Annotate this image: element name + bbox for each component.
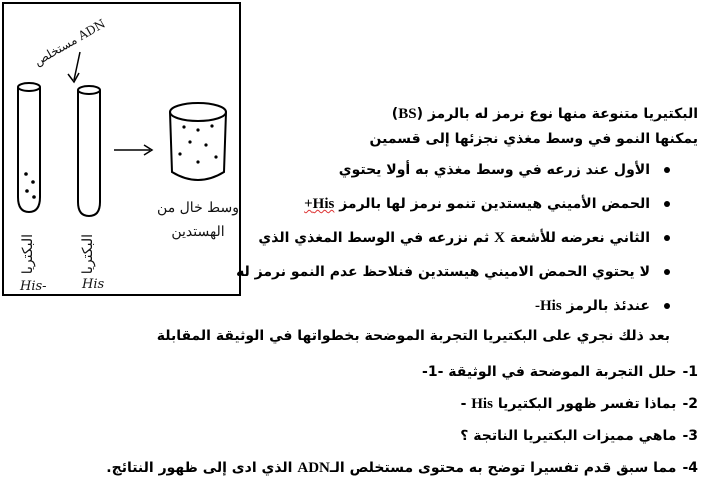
bacteria-dot: [25, 189, 29, 193]
bacteria-dot: [32, 195, 36, 199]
exercise-text: [100, 100, 700, 490]
medium-label-1: وسط خال من: [157, 200, 239, 216]
bullet-dot-icon: [664, 201, 670, 207]
intro-line-2: يمكنها النمو في وسط مغذي نجزئها إلى قسمين: [369, 131, 698, 147]
bacteria-dot: [24, 172, 28, 176]
question-1: 1-حلل التجربة الموضحة في الوثيقة -1-: [422, 364, 698, 380]
bullet-dot-icon: [664, 303, 670, 309]
question-3: 3-ماهي مميزات البكتيريا الناتجة ؟: [460, 428, 698, 444]
tube1-label: البكتريا: [20, 234, 36, 275]
tube1-sub: His-: [20, 279, 47, 294]
tube2-label: البكتريا: [80, 234, 96, 275]
test-tube-1-rim: [18, 83, 40, 91]
question-2: 2-بماذا تفسر ظهور البكتيريا His -: [460, 396, 698, 412]
extract-label: مستخلص ADN: [31, 16, 108, 69]
bullet-3: الثاني نعرضه للأشعة X ثم نزرعه في الوسط المغذي الذي: [258, 230, 670, 247]
test-tube-2-rim: [78, 86, 100, 94]
pointer-arrowhead: [68, 73, 79, 82]
bullet-dot-icon: [664, 235, 670, 241]
bullet-1: الأول عند زرعه في وسط مغذي به أولا يحتوي: [339, 162, 670, 178]
task-line: بعد ذلك نجري على البكتيريا التجربة الموضحة بخطواتها في الوثيقة المقابلة: [156, 328, 670, 344]
tube2-sub: His: [82, 277, 105, 292]
bullet-5: عندئذ بالرمز His-: [535, 298, 670, 315]
bullet-4: لا يحتوي الحمض الاميني هيستدين فنلاحظ عدم النمو نرمز له: [236, 264, 670, 280]
intro-line-1: البكتيريا متنوعة منها نوع نرمز له بالرمز (BS): [391, 106, 698, 122]
bullet-dot-icon: [664, 269, 670, 275]
question-4: 4-مما سبق قدم تفسيرا توضح به محتوى مستخلص الـADN الذي ادى إلى ظهور النتائج.: [106, 460, 698, 476]
test-tube-1: [18, 87, 40, 212]
bullet-dot-icon: [664, 167, 670, 173]
bullet-2: الحمض الأميني هيستدين تنمو نرمز لها بالرمز His+: [304, 196, 670, 213]
medium-label-2: الهستدين: [171, 224, 225, 240]
test-tube-2: [78, 90, 100, 216]
bacteria-dot: [31, 180, 35, 184]
